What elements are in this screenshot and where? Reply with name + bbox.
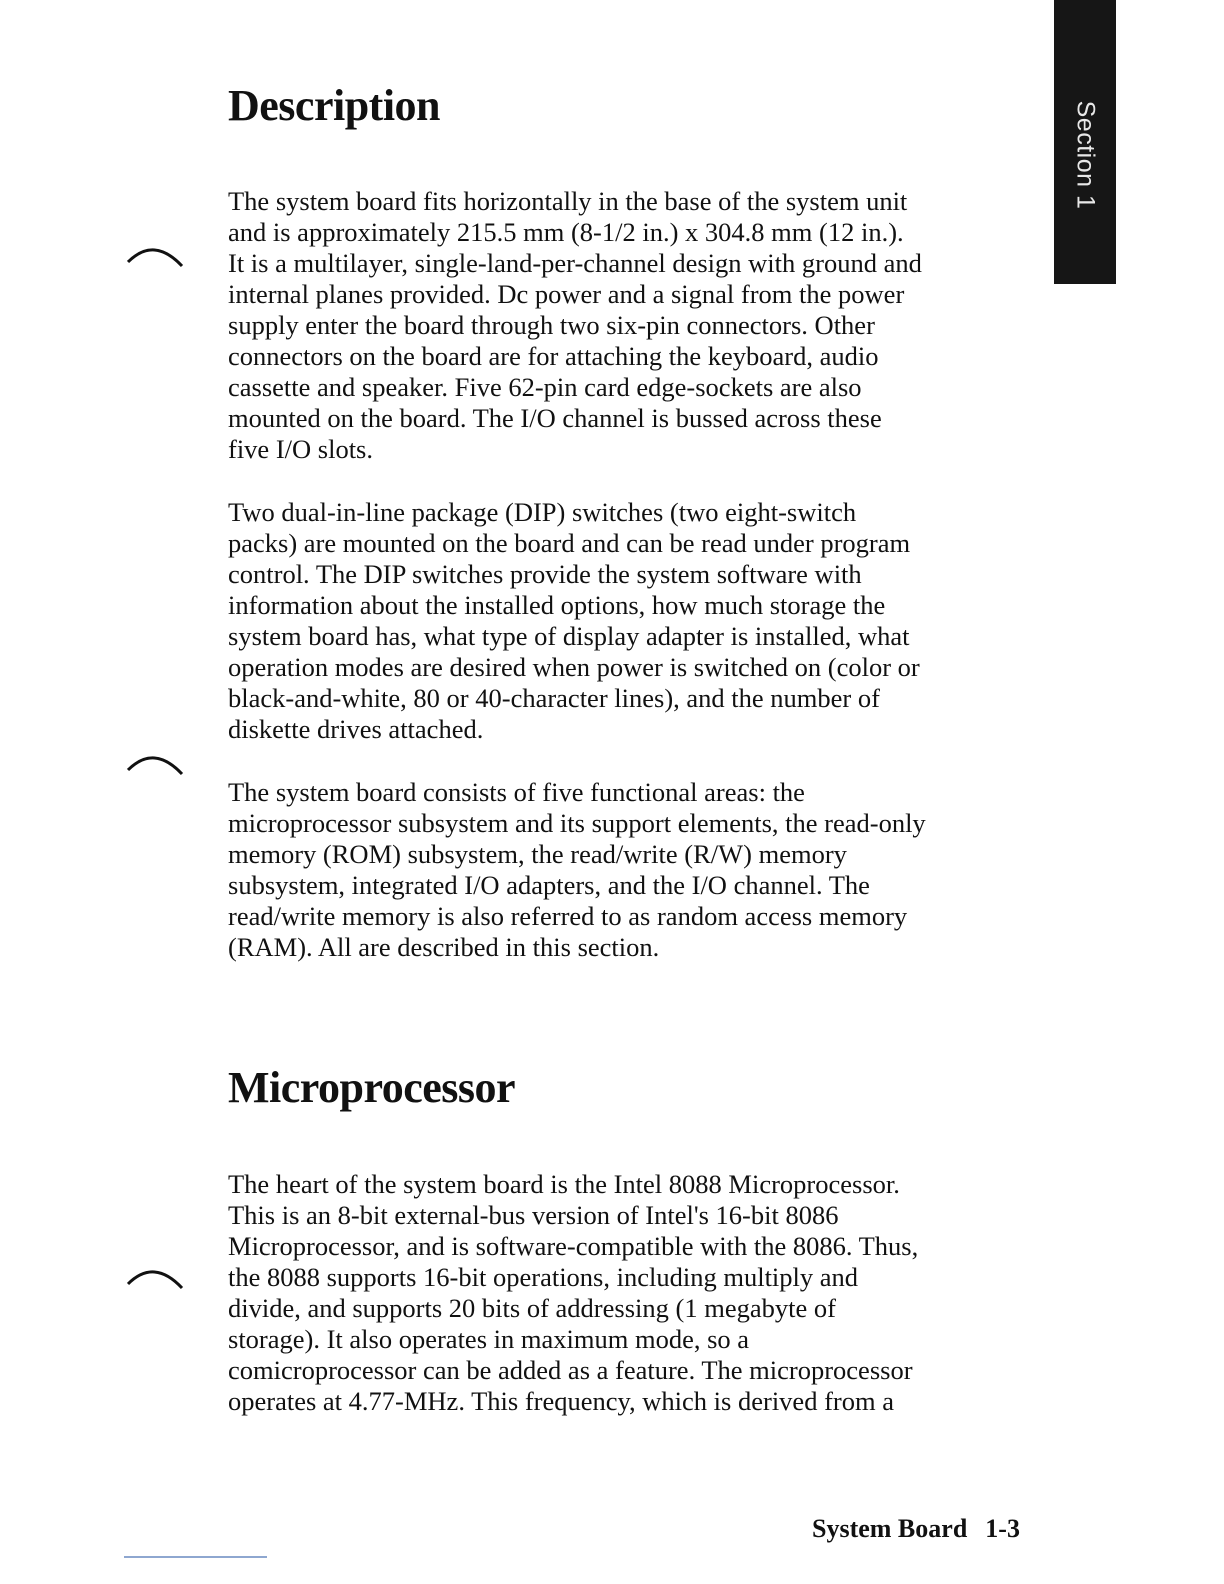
punch-hole-mark [126,748,186,778]
section-tab [1054,0,1116,284]
page-number: 1-3 [985,1514,1020,1543]
punch-hole-mark [126,1262,186,1292]
microprocessor-heading: Microprocessor [228,1063,516,1112]
page-footer [812,1514,1020,1544]
footer-title: System Board [812,1514,968,1543]
punch-hole-mark [126,240,186,270]
description-paragraph-1: The system board fits horizontally in the base of the system unit and is approximately 215.5 mm (8-1/2 in.) x 304.8 mm (12 in.). It is a multilayer, single-land-per-channel design with ground and internal planes provided. Dc power and a signal from the power supply enter the board through two six-pin connectors. Other connectors on the board are for attaching the keyboard, audio cassette and speaker. Five 62-pin card edge-sockets are also mounted on the board. The I/O channel is bussed across these five I/O slots. [228,186,922,464]
description-paragraph-3: The system board consists of five functional areas: the microprocessor subsystem and its support elements, the read-only memory (ROM) subsystem, the read/write (R/W) memory subsystem, integrated I/O adapters, and the I/O channel. The read/write memory is also referred to as random access memory (RAM). All are described in this section. [228,777,926,962]
microprocessor-paragraph-1: The heart of the system board is the Intel 8088 Microprocessor. This is an 8-bit external-bus version of Intel's 16-bit 8086 Microprocessor, and is software-compatible with the 8086. Thus, the 8088 supports 16-bit operations, including multiply and divide, and supports 20 bits of addressing (1 megabyte of storage). It also operates in maximum mode, so a comicroprocessor can be added as a feature. The microprocessor operates at 4.77-MHz. This frequency, which is derived from a [228,1169,919,1416]
description-heading: Description [228,81,441,130]
description-paragraph-2: Two dual-in-line package (DIP) switches (two eight-switch packs) are mounted on the board and can be read under program control. The DIP switches provide the system software with information about the installed options, how much storage the system board has, what type of display adapter is installed, what operation modes are desired when power is switched on (color or black-and-white, 80 or 40-character lines), and the number of diskette drives attached. [228,497,920,744]
bottom-divider [124,1556,267,1558]
section-tab-label: Section 1 [1071,100,1100,210]
